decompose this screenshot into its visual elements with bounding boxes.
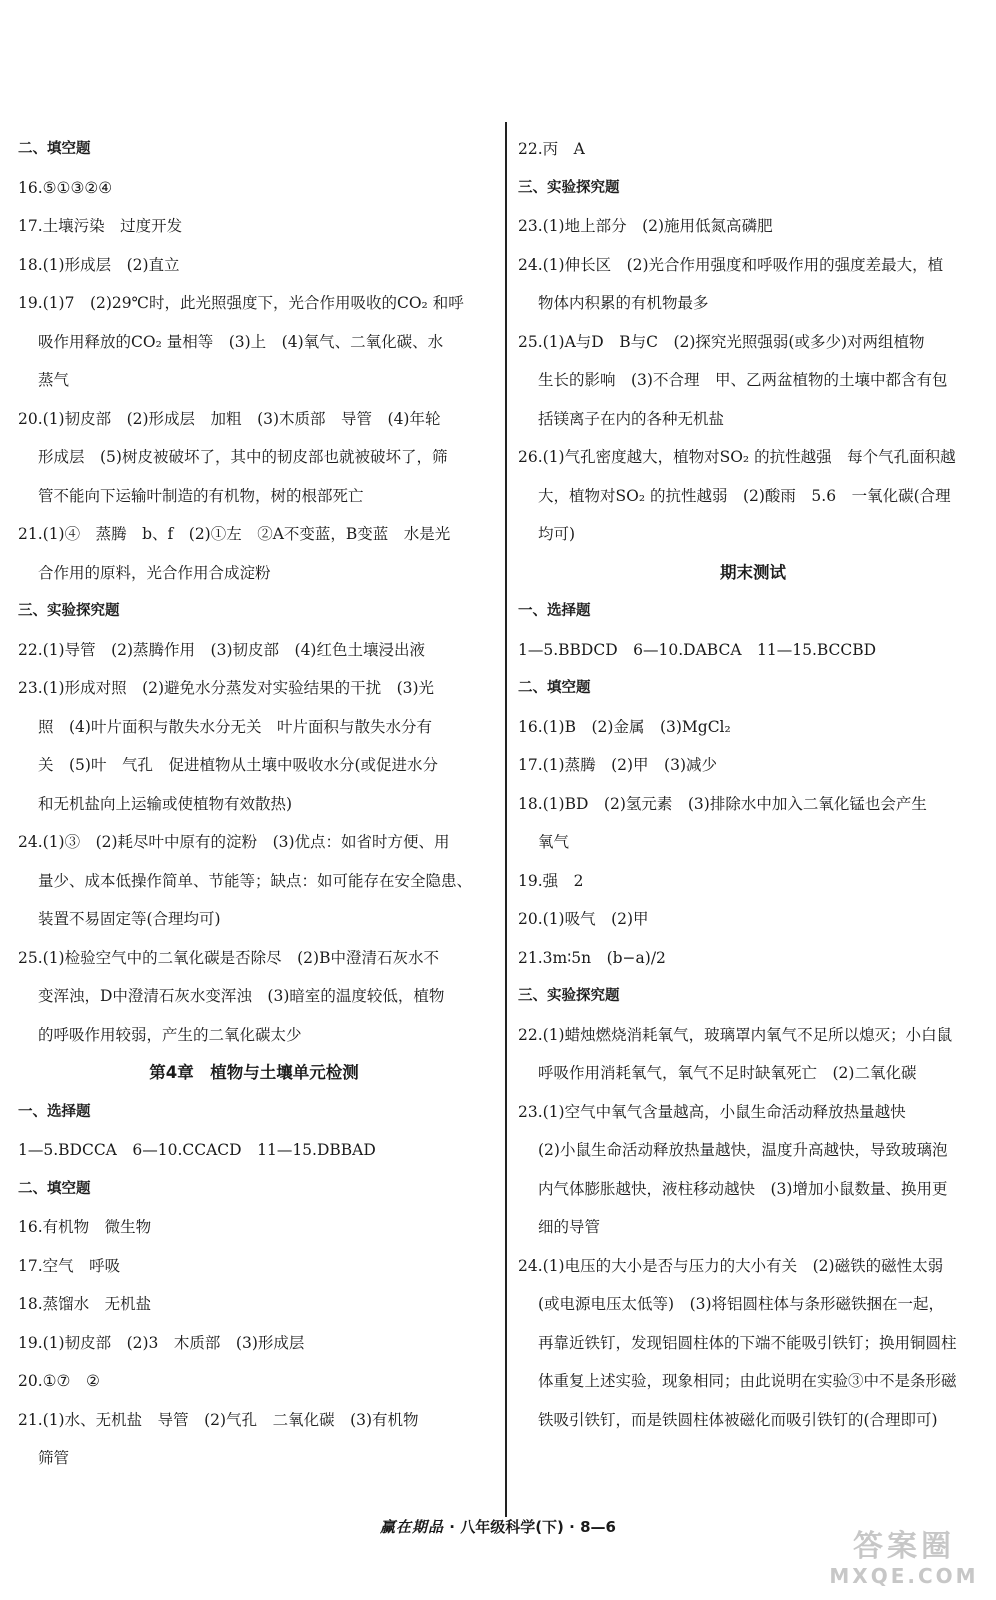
answer-line: 24.(1)电压的大小是否与压力的大小有关 (2)磁铁的磁性太弱: [518, 1256, 944, 1275]
answer-line: 22.丙 A: [518, 140, 585, 158]
section-title: 一、选择题: [518, 603, 591, 619]
answer-line: 18.蒸馏水 无机盐: [18, 1295, 152, 1313]
footer-subject: 八年级科学(下): [460, 1518, 564, 1536]
section-title: 三、实验探究题: [518, 179, 620, 196]
footer-page-number: 8—6: [580, 1518, 616, 1536]
answer-line: 17.(1)蒸腾 (2)甲 (3)减少: [518, 756, 718, 774]
section-title: 三、实验探究题: [18, 603, 120, 619]
chapter-heading: 期末测试: [720, 562, 786, 582]
answer-line: 23.(1)空气中氧气含量越高，小鼠生命活动释放热量越快: [518, 1102, 906, 1121]
answer-line: 22.(1)蜡烛燃烧消耗氧气，玻璃罩内氧气不足所以熄灭；小白鼠: [518, 1025, 953, 1044]
right-column: [518, 130, 988, 1439]
answer-continuation: (2)小鼠生命活动释放热量越快，温度升高越快，导致玻璃泡: [538, 1141, 948, 1159]
section-title: 二、填空题: [518, 680, 591, 696]
answer-continuation: 括镁离子在内的各种无机盐: [538, 409, 725, 428]
left-column: [18, 130, 490, 1478]
answer-line: 23.(1)形成对照 (2)避免水分蒸发对实验结果的干扰 (3)光: [18, 679, 435, 697]
answer-continuation: 合作用的原料，光合作用合成淀粉: [38, 563, 271, 582]
answer-line: 19.(1)7 (2)29℃时，此光照强度下，光合作用吸收的CO₂ 和呼: [18, 294, 464, 312]
column-divider: [505, 122, 507, 1517]
answer-continuation: 吸作用释放的CO₂ 量相等 (3)上 (4)氧气、二氧化碳、水: [38, 332, 444, 351]
answer-continuation: 均可): [538, 525, 576, 543]
answer-line: 24.(1)③ (2)耗尽叶中原有的淀粉 (3)优点：如省时方便、用: [18, 833, 450, 851]
answer-continuation: 物体内积累的有机物最多: [538, 294, 709, 312]
answer-line: 1—5.BBDCD 6—10.DABCA 11—15.BCCBD: [518, 640, 877, 659]
answer-line: 17.空气 呼吸: [18, 1256, 121, 1275]
answer-continuation: 装置不易固定等(合理均可): [38, 910, 221, 928]
chapter-heading: 第4章 植物与土壤单元检测: [149, 1063, 359, 1082]
answer-continuation: 筛管: [38, 1449, 70, 1467]
answer-line: 1—5.BDCCA 6—10.CCACD 11—15.DBBAD: [18, 1141, 376, 1159]
answer-continuation: 量少、成本低操作简单、节能等；缺点：如可能存在安全隐患、: [38, 871, 473, 890]
answer-continuation: 关 (5)叶 气孔 促进植物从土壤中吸收水分(或促进水分: [38, 756, 439, 774]
answer-continuation: 的呼吸作用较弱，产生的二氧化碳太少: [38, 1025, 302, 1044]
answer-line: 16.(1)B (2)金属 (3)MgCl₂: [518, 717, 731, 736]
answer-line: 21.(1)④ 蒸腾 b、f (2)①左 ②A不变蓝，B变蓝 水是光: [18, 525, 451, 543]
answer-continuation: 内气体膨胀越快，液柱移动越快 (3)增加小鼠数量、换用更: [538, 1179, 948, 1198]
answer-line: 20.①⑦ ②: [18, 1372, 100, 1390]
answer-line: 17.土壤污染 过度开发: [18, 217, 183, 235]
answer-continuation: 和无机盐向上运输或使植物有效散热): [38, 794, 293, 813]
answer-continuation: 氧气: [538, 833, 570, 851]
answer-line: 23.(1)地上部分 (2)施用低氮高磷肥: [518, 217, 773, 235]
answer-line: 26.(1)气孔密度越大，植物对SO₂ 的抗性越强 每个气孔面积越: [518, 448, 956, 466]
answer-line: 24.(1)伸长区 (2)光合作用强度和呼吸作用的强度差最大，植: [518, 255, 944, 274]
section-title: 二、填空题: [18, 141, 91, 157]
section-title: 一、选择题: [18, 1103, 91, 1120]
watermark-text: 答案圈: [853, 1529, 955, 1564]
answer-line: 19.强 2: [518, 871, 584, 890]
watermark-logo: [824, 1530, 984, 1592]
answer-continuation: 变浑浊，D中澄清石灰水变浑浊 (3)暗室的温度较低，植物: [38, 987, 445, 1005]
answer-line: 18.(1)BD (2)氢元素 (3)排除水中加入二氧化锰也会产生: [518, 794, 927, 813]
answer-line: 18.(1)形成层 (2)直立: [18, 255, 180, 274]
answer-line: 21.3m∶5n (b−a)/2: [518, 948, 666, 967]
answer-continuation: 管不能向下运输叶制造的有机物，树的根部死亡: [38, 486, 364, 505]
footer-sep-2: ·: [569, 1518, 575, 1536]
answer-continuation: 铁吸引铁钉，而是铁圆柱体被磁化而吸引铁钉的(合理即可): [538, 1410, 938, 1429]
footer-sep-1: ·: [449, 1518, 455, 1536]
answer-continuation: 形成层 (5)树皮被破坏了，其中的韧皮部也就被破坏了，筛: [38, 448, 448, 466]
answer-continuation: 蒸气: [38, 371, 70, 389]
answer-continuation: 体重复上述实验，现象相同；由此说明在实验③中不是条形磁: [538, 1372, 957, 1390]
watermark-url: MXQE.COM: [829, 1564, 979, 1588]
answer-continuation: 生长的影响 (3)不合理 甲、乙两盆植物的土壤中都含有包: [538, 371, 948, 389]
answer-line: 20.(1)吸气 (2)甲: [518, 910, 649, 928]
answer-continuation: 再靠近铁钉，发现铝圆柱体的下端不能吸引铁钉；换用铜圆柱: [538, 1333, 957, 1352]
answer-line: 25.(1)A与D B与C (2)探究光照强弱(或多少)对两组植物: [518, 332, 925, 351]
answer-line: 20.(1)韧皮部 (2)形成层 加粗 (3)木质部 导管 (4)年轮: [18, 409, 441, 428]
section-title: 三、实验探究题: [518, 988, 620, 1004]
answer-continuation: 大，植物对SO₂ 的抗性越弱 (2)酸雨 5.6 一氧化碳(合理: [538, 486, 951, 505]
answer-line: 19.(1)韧皮部 (2)3 木质部 (3)形成层: [18, 1333, 305, 1352]
answer-line: 16.⑤①③②④: [18, 178, 113, 197]
answer-line: 16.有机物 微生物: [18, 1218, 152, 1236]
section-title: 二、填空题: [18, 1180, 91, 1197]
answer-continuation: 照 (4)叶片面积与散失水分无关 叶片面积与散失水分有: [38, 717, 432, 736]
answer-continuation: (或电源电压太低等) (3)将铝圆柱体与条形磁铁捆在一起，: [538, 1295, 945, 1313]
answer-line: 21.(1)水、无机盐 导管 (2)气孔 二氧化碳 (3)有机物: [18, 1410, 419, 1429]
answer-line: 22.(1)导管 (2)蒸腾作用 (3)韧皮部 (4)红色土壤浸出液: [18, 640, 425, 659]
footer-brand: 赢在期品: [380, 1518, 445, 1536]
answer-continuation: 呼吸作用消耗氧气，氧气不足时缺氧死亡 (2)二氧化碳: [538, 1064, 917, 1082]
answer-continuation: 细的导管: [538, 1218, 601, 1236]
answer-line: 25.(1)检验空气中的二氧化碳是否除尽 (2)B中澄清石灰水不: [18, 948, 439, 967]
